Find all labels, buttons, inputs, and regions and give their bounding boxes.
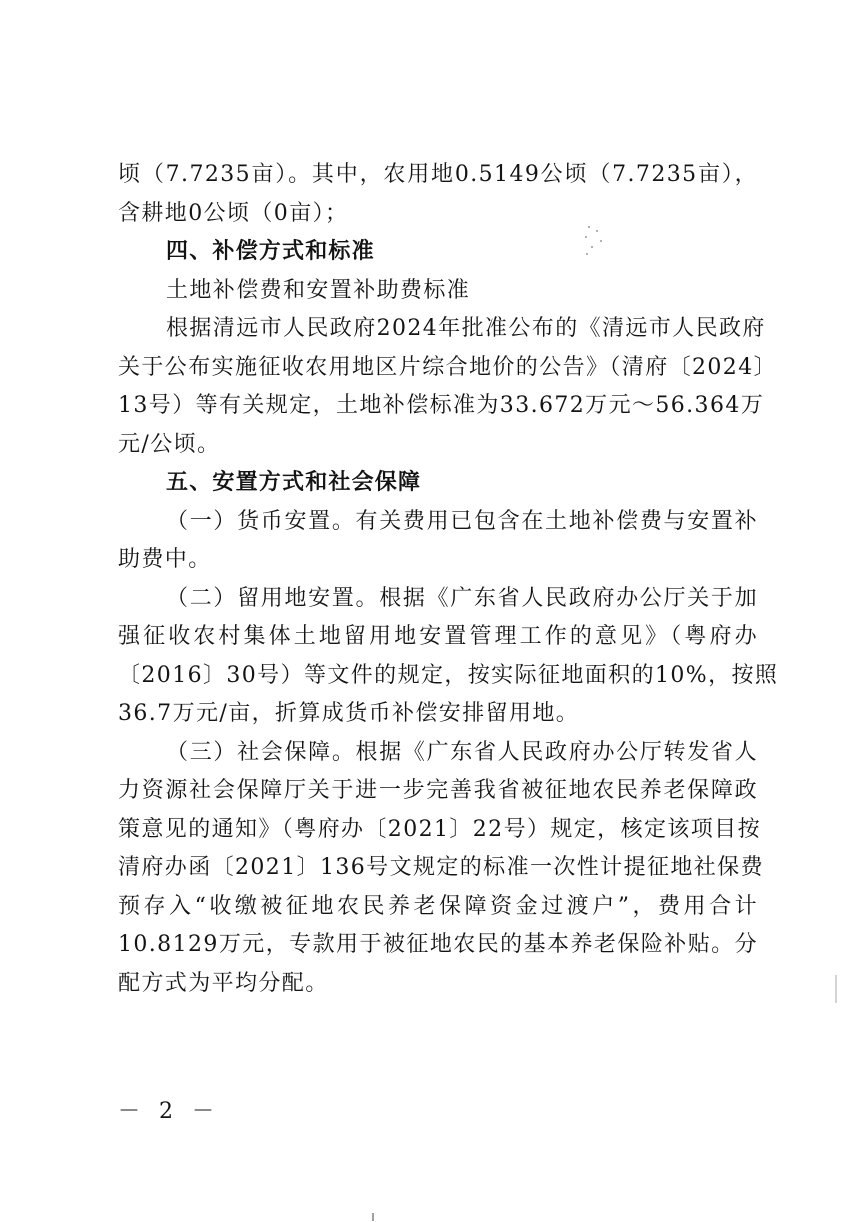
body-line: 助费中。	[118, 547, 212, 572]
document-body	[118, 156, 779, 1003]
body-line: 元/公顷。	[118, 431, 221, 457]
body-line: （三）社会保障。根据《广东省人民政府办公厅转发省人	[166, 739, 758, 765]
body-line: 预存入“收缴被征地农民养老保障资金过渡户”，费用合计	[118, 893, 758, 919]
page-number: － 2 －	[118, 1099, 220, 1124]
body-line: 配方式为平均分配。	[118, 970, 329, 996]
body-line: （二）留用地安置。根据《广东省人民政府办公厅关于加	[166, 585, 758, 611]
body-line: 顷（7.7235亩）。其中，农用地0.5149公顷（7.7235亩），	[118, 162, 758, 187]
body-line: 清府办函〔2021〕136号文规定的标准一次性计提征地社保费	[118, 855, 764, 880]
body-line: 力资源社会保障厅关于进一步完善我省被征地农民养老保障政	[118, 778, 758, 803]
scan-bottom-mark	[372, 1213, 374, 1221]
body-line: 〔2016〕30号）等文件的规定，按实际征地面积的10%，按照	[118, 662, 779, 688]
scan-edge-mark	[835, 975, 837, 1003]
body-line: 含耕地0公顷（0亩）；	[118, 200, 349, 226]
body-line: 强征收农村集体土地留用地安置管理工作的意见》（粤府办	[118, 624, 758, 649]
body-line: （一）货币安置。有关费用已包含在土地补偿费与安置补	[166, 508, 758, 534]
body-line: 13号）等有关规定，土地补偿标准为33.672万元～56.364万	[118, 393, 765, 418]
body-line: 10.8129万元，专款用于被征地农民的基本养老保险补贴。分	[118, 932, 758, 957]
body-line: 36.7万元/亩，折算成货币补偿安排留用地。	[118, 701, 580, 726]
body-line: 根据清远市人民政府2024年批准公布的《清远市人民政府	[166, 316, 766, 341]
section-heading: 五、安置方式和社会保障	[166, 470, 422, 495]
sub-heading: 土地补偿费和安置补助费标准	[166, 277, 471, 303]
body-line: 关于公布实施征收农用地区片综合地价的公告》（清府〔2024〕	[118, 354, 777, 380]
body-line: 策意见的通知》（粤府办〔2021〕22号）规定，核定该项目按	[118, 816, 761, 842]
section-heading: 四、补偿方式和标准	[166, 239, 375, 264]
